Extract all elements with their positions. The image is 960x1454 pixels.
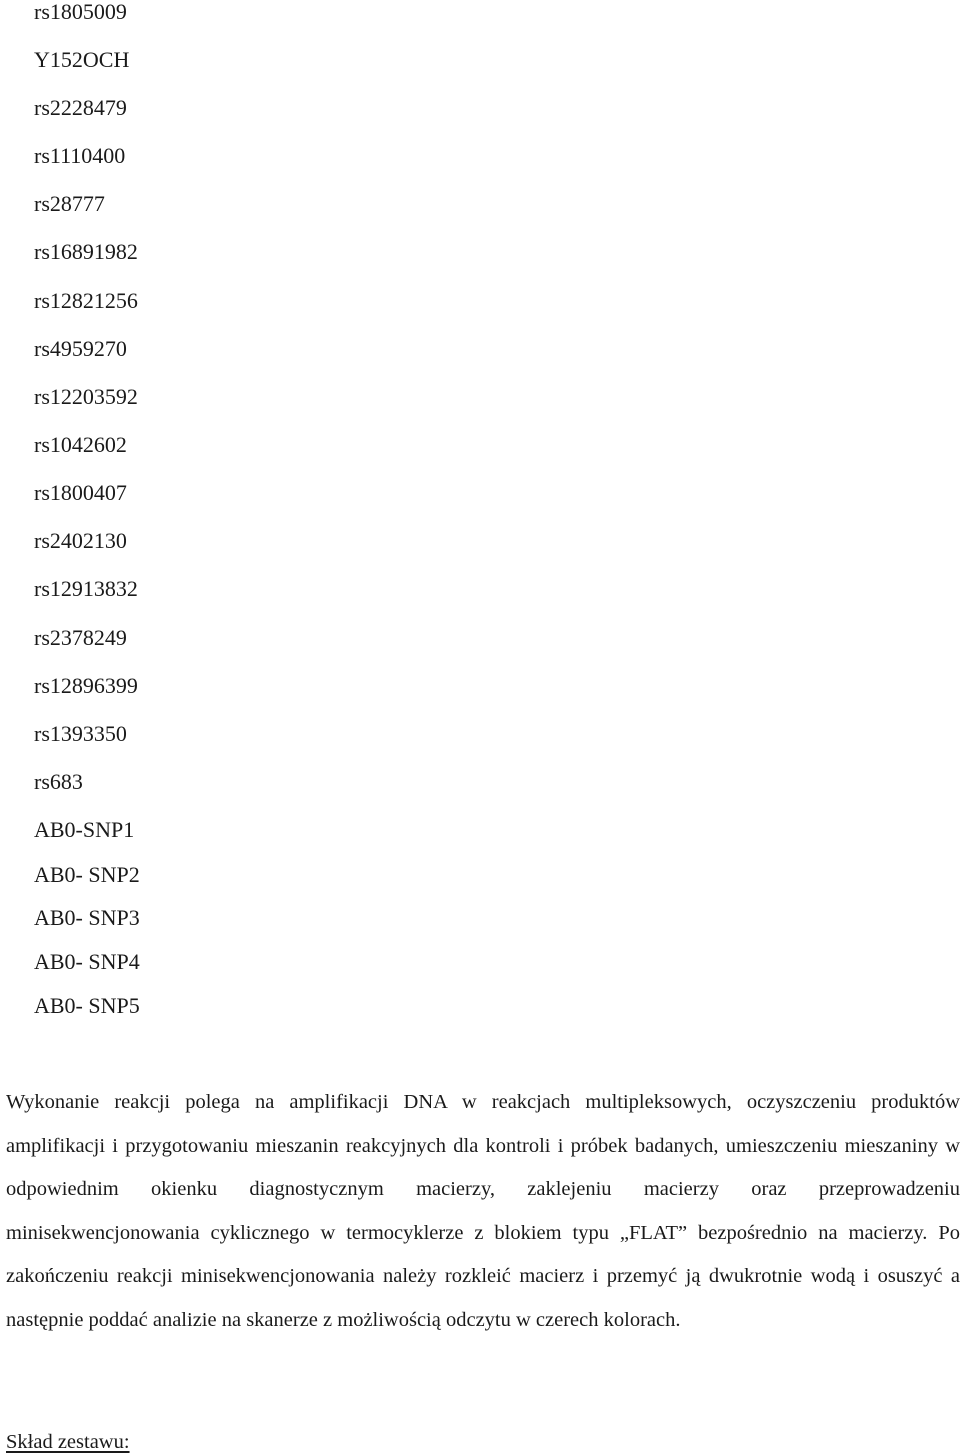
snp-item: rs2402130 <box>34 528 127 553</box>
snp-item: Y152OCH <box>34 47 130 72</box>
snp-item: rs28777 <box>34 191 105 216</box>
snp-item: rs1110400 <box>34 143 126 168</box>
snp-item: rs12821256 <box>34 288 138 313</box>
snp-item: rs1393350 <box>34 721 127 746</box>
snp-item: rs4959270 <box>34 336 127 361</box>
snp-item: AB0- SNP5 <box>34 993 140 1018</box>
snp-item: rs2228479 <box>34 95 127 120</box>
snp-item: AB0- SNP3 <box>34 905 140 930</box>
section-heading: Skład zestawu: <box>6 1431 130 1453</box>
snp-item: rs12913832 <box>34 576 138 601</box>
snp-item: AB0- SNP4 <box>34 949 140 974</box>
snp-item: rs1805009 <box>34 0 127 24</box>
snp-item: rs16891982 <box>34 239 138 264</box>
snp-item: AB0- SNP2 <box>34 862 140 887</box>
snp-item: AB0-SNP1 <box>34 817 135 842</box>
snp-item: rs683 <box>34 769 83 794</box>
snp-item: rs12203592 <box>34 384 138 409</box>
procedure-paragraph: Wykonanie reakcji polega na amplifikacji DNA w reakcjach multipleksowych, oczyszczeniu produktów amplifikacji i przygotowaniu mieszanin reakcyjnych dla kontroli i próbek badanych, umieszczeniu mieszaniny w odpowiednim okienku diagnostycznym macierzy, zaklejeniu macierzy oraz przeprowadzeniu minisekwencjonowania cyklicznego w termocyklerze z blokiem typu „FLAT” bezpośrednio na macierzy. Po zakończeniu reakcji minisekwencjonowania należy rozkleić macierz i przemyć ją dwukrotnie wodą i osuszyć a następnie poddać analizie na skanerze z możliwością odczytu w czerech kolorach. <box>6 1091 960 1331</box>
snp-item: rs12896399 <box>34 673 138 698</box>
snp-item: rs1800407 <box>34 480 127 505</box>
snp-item: rs2378249 <box>34 625 127 650</box>
snp-item: rs1042602 <box>34 432 127 457</box>
